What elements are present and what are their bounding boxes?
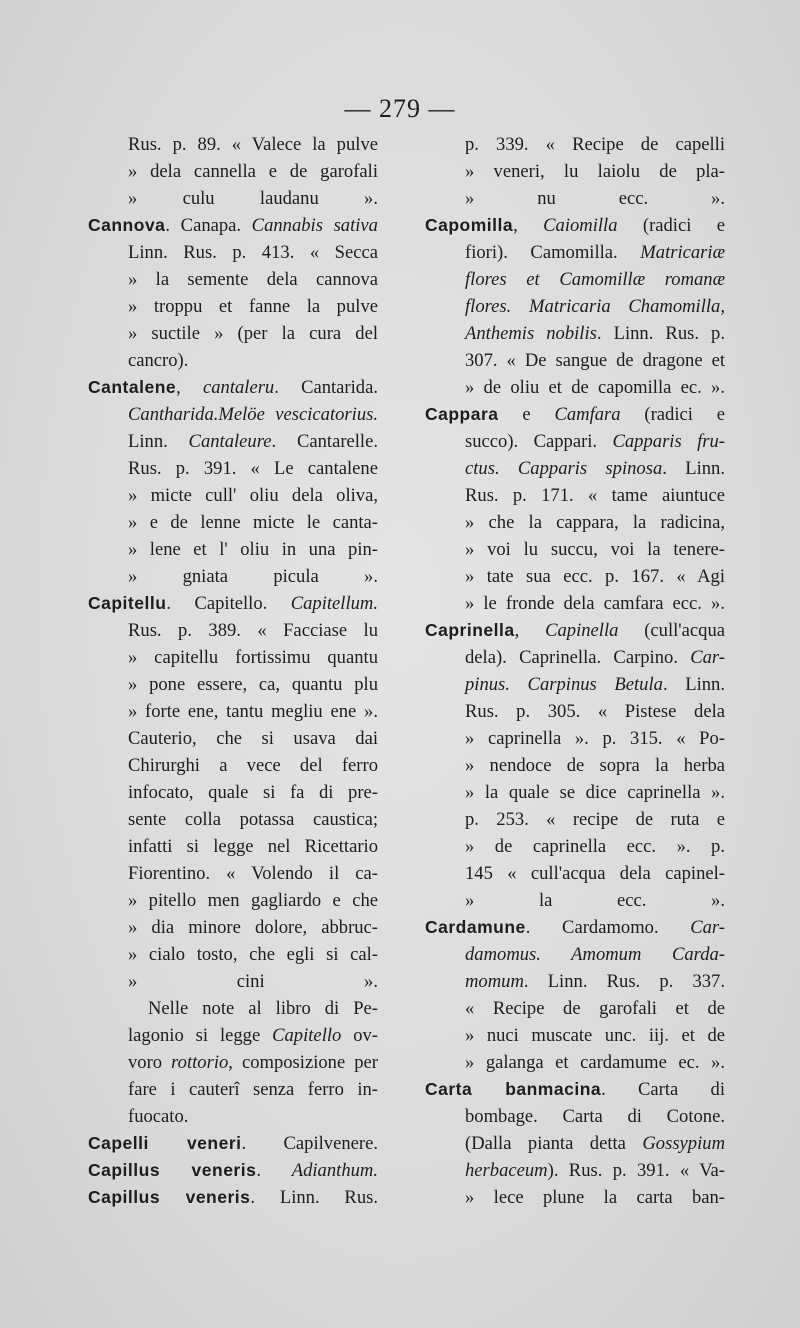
text-segment: . Linn. Rus. p. 337.: [523, 971, 725, 992]
text-line: [88, 536, 378, 563]
italic-term: Capitellum.: [290, 593, 378, 614]
page-number: — 279 —: [344, 94, 456, 123]
text-line: [88, 347, 378, 374]
text-line: [88, 1049, 378, 1076]
text-line: [425, 671, 725, 698]
text-line: [88, 671, 378, 698]
italic-term: damomus. Amomum Carda-: [465, 944, 725, 965]
text-line: [425, 1130, 725, 1157]
text-segment: lagonio si legge: [128, 1025, 273, 1046]
text-line: [88, 455, 378, 482]
text-segment: Linn.: [128, 431, 189, 452]
text-segment: . Cantarida.: [274, 377, 378, 398]
text-line: [425, 806, 725, 833]
text-segment: voro: [128, 1052, 172, 1073]
italic-term: herbaceum: [465, 1160, 548, 1181]
text-line: [88, 131, 378, 158]
text-segment: . Canapa.: [165, 215, 252, 236]
italic-term: Cantharida.Melöe vescicatorius.: [128, 404, 378, 425]
text-line: [425, 590, 725, 617]
text-segment: » le fronde dela camfara ecc. ».: [465, 593, 725, 614]
left-column: [88, 131, 378, 1211]
italic-term: Capitello: [272, 1025, 342, 1046]
text-segment: » de oliu et de capomilla ec. ».: [465, 377, 725, 398]
text-segment: fuocato.: [128, 1106, 189, 1127]
text-line: [425, 968, 725, 995]
text-line: [425, 509, 725, 536]
text-segment: » cialo tosto, che egli si cal-: [128, 944, 378, 965]
text-line: [88, 239, 378, 266]
text-segment: » nendoce de sopra la herba: [465, 755, 725, 776]
text-line: [425, 239, 725, 266]
text-line: [88, 995, 378, 1022]
italic-term: cantaleru: [202, 377, 275, 398]
entry-headword-line: [88, 1157, 378, 1184]
text-segment: ). Rus. p. 391. « Va-: [547, 1160, 725, 1181]
text-segment: » micte cull' oliu dela oliva,: [128, 485, 378, 506]
entry-headword-line: [425, 1076, 725, 1103]
italic-term: Cannabis sativa: [251, 215, 378, 236]
text-segment: Nelle note al libro di Pe-: [148, 998, 378, 1019]
text-segment: succo). Cappari.: [465, 431, 613, 452]
entry-headword-line: [425, 914, 725, 941]
text-segment: infocato, quale si fa di pre-: [128, 782, 378, 803]
entry-headword-line: [88, 1130, 378, 1157]
italic-term: Gossypium: [642, 1133, 725, 1154]
text-line: [88, 914, 378, 941]
text-segment: sente colla potassa caustica;: [128, 809, 378, 830]
italic-term: Camfara: [554, 404, 621, 425]
entry-headword: Caprinella: [425, 620, 515, 640]
text-line: [425, 995, 725, 1022]
text-segment: » e de lenne micte le canta-: [128, 512, 378, 533]
italic-term: momum: [465, 971, 524, 992]
italic-term: rottorio: [171, 1052, 229, 1073]
italic-term: ctus. Capparis spinosa: [465, 458, 663, 479]
text-segment: (radici e: [620, 404, 725, 425]
entry-headword: Capillus veneris: [88, 1187, 251, 1207]
text-segment: « Recipe de garofali et de: [465, 998, 725, 1019]
entry-headword: Capelli veneri: [88, 1133, 242, 1153]
text-line: [88, 158, 378, 185]
text-line: [88, 833, 378, 860]
text-segment: p. 253. « recipe de ruta e: [465, 809, 725, 830]
text-line: [88, 941, 378, 968]
text-segment: . Cantarelle.: [271, 431, 378, 452]
text-segment: » suctile » (per la cura del: [128, 323, 378, 344]
entry-headword: Capillus veneris: [88, 1160, 257, 1180]
text-line: [88, 698, 378, 725]
text-line: [88, 617, 378, 644]
entry-headword: Cardamune: [425, 917, 526, 937]
italic-term: Matricariæ: [640, 242, 725, 263]
text-line: [425, 320, 725, 347]
text-line: [425, 293, 725, 320]
text-segment: ov-: [341, 1025, 379, 1046]
text-line: [425, 1049, 725, 1076]
text-segment: . Capilvenere.: [241, 1133, 378, 1154]
text-line: [88, 752, 378, 779]
text-segment: (cull'acqua: [618, 620, 725, 641]
text-segment: . Cardamomo.: [525, 917, 691, 938]
italic-term: Capinella: [545, 620, 619, 641]
entry-headword-line: [425, 212, 725, 239]
text-segment: Rus. p. 89. « Valece la pulve: [128, 134, 378, 155]
text-segment: » caprinella ». p. 315. « Po-: [465, 728, 725, 749]
text-segment: » lece plune la carta ban-: [465, 1187, 725, 1208]
italic-term: Car-: [690, 917, 725, 938]
text-segment: » tate sua ecc. p. 167. « Agi: [465, 566, 725, 587]
text-segment: » cini ».: [128, 971, 378, 992]
text-segment: » lene et l' oliu in una pin-: [128, 539, 378, 560]
text-line: [88, 293, 378, 320]
entry-headword: Capomilla: [425, 215, 514, 235]
text-segment: ,: [513, 215, 544, 236]
italic-term: pinus. Carpinus Betula: [465, 674, 663, 695]
text-line: [88, 320, 378, 347]
text-segment: » la semente dela cannova: [128, 269, 378, 290]
text-line: [425, 860, 725, 887]
text-segment: » galanga et cardamume ec. ».: [465, 1052, 725, 1073]
text-line: [88, 1103, 378, 1130]
entry-headword-line: [425, 401, 725, 428]
text-segment: , composizione per: [228, 1052, 378, 1073]
text-line: [425, 158, 725, 185]
text-segment: . Capitello.: [166, 593, 291, 614]
text-line: [425, 752, 725, 779]
text-line: [88, 806, 378, 833]
text-segment: » nuci muscate unc. iij. et de: [465, 1025, 725, 1046]
text-segment: ,: [176, 377, 203, 398]
text-segment: » voi lu succu, voi la tenere-: [465, 539, 725, 560]
entry-headword: Cantalene: [88, 377, 177, 397]
text-line: [425, 536, 725, 563]
text-line: [88, 779, 378, 806]
text-line: [425, 833, 725, 860]
text-line: [88, 1022, 378, 1049]
italic-term: flores et Camomillæ romanæ: [465, 269, 725, 290]
text-segment: p. 339. « Recipe de capelli: [465, 134, 725, 155]
text-line: [425, 1022, 725, 1049]
text-segment: Fiorentino. « Volendo il ca-: [128, 863, 378, 884]
text-segment: infatti si legge nel Ricettario: [128, 836, 378, 857]
text-segment: » dia minore dolore, abbruc-: [128, 917, 378, 938]
text-line: [425, 887, 725, 914]
italic-term: Cantaleure: [188, 431, 272, 452]
text-segment: .: [256, 1160, 292, 1181]
text-line: [88, 266, 378, 293]
italic-term: Car-: [690, 647, 725, 668]
text-segment: Linn. Rus. p. 413. « Secca: [128, 242, 378, 263]
text-segment: 307. « De sangue de dragone et: [465, 350, 725, 371]
text-line: [88, 185, 378, 212]
text-segment: (radici e: [617, 215, 725, 236]
entry-headword-line: [88, 590, 378, 617]
text-segment: (Dalla pianta detta: [465, 1133, 643, 1154]
italic-term: Anthemis nobilis: [465, 323, 597, 344]
text-segment: fare i cauterî senza ferro in-: [128, 1079, 378, 1100]
text-segment: cancro).: [128, 350, 189, 371]
text-segment: » che la cappara, la radicina,: [465, 512, 725, 533]
text-segment: » pitello men gagliardo e che: [128, 890, 378, 911]
text-line: [425, 374, 725, 401]
text-line: [88, 509, 378, 536]
text-segment: . Linn. Rus. p.: [596, 323, 725, 344]
italic-term: Caiomilla: [543, 215, 618, 236]
text-segment: » capitellu fortissimu quantu: [128, 647, 378, 668]
text-segment: Rus. p. 171. « tame aiuntuce: [465, 485, 725, 506]
text-line: [88, 644, 378, 671]
entry-headword-line: [88, 374, 378, 401]
entry-headword: Cannova: [88, 215, 166, 235]
text-segment: Rus. p. 389. « Facciase lu: [128, 620, 378, 641]
text-line: [88, 725, 378, 752]
right-column: [425, 131, 725, 1211]
text-line: [88, 1076, 378, 1103]
text-line: [425, 941, 725, 968]
text-line: [425, 779, 725, 806]
text-segment: » la ecc. ».: [465, 890, 725, 911]
italic-term: Adianthum.: [291, 1160, 378, 1181]
text-segment: . Carta di: [601, 1079, 725, 1100]
entry-headword-line: [88, 212, 378, 239]
text-line: [425, 131, 725, 158]
text-segment: » gniata picula ».: [128, 566, 378, 587]
text-segment: bombage. Carta di Cotone.: [465, 1106, 725, 1127]
text-line: [425, 428, 725, 455]
text-line: [425, 1184, 725, 1211]
text-segment: . Linn.: [662, 458, 725, 479]
text-segment: Rus. p. 305. « Pistese dela: [465, 701, 725, 722]
text-line: [88, 887, 378, 914]
entry-headword: Carta banmacina: [425, 1079, 602, 1099]
text-line: [88, 968, 378, 995]
text-line: [425, 347, 725, 374]
text-line: [425, 644, 725, 671]
italic-term: Capparis fru-: [612, 431, 725, 452]
text-segment: fiori). Camomilla.: [465, 242, 641, 263]
text-segment: ,: [514, 620, 546, 641]
text-line: [425, 482, 725, 509]
text-segment: . Linn.: [662, 674, 725, 695]
italic-term: flores. Matricaria Chamomilla,: [465, 296, 725, 317]
text-line: [425, 1157, 725, 1184]
text-line: [88, 563, 378, 590]
text-line: [425, 1103, 725, 1130]
text-segment: » pone essere, ca, quantu plu: [128, 674, 378, 695]
text-line: [88, 428, 378, 455]
text-line: [88, 860, 378, 887]
text-segment: 145 « cull'acqua dela capinel-: [465, 863, 725, 884]
text-segment: Rus. p. 391. « Le cantalene: [128, 458, 378, 479]
text-segment: » la quale se dice caprinella ».: [465, 782, 725, 803]
text-segment: » nu ecc. ».: [465, 188, 725, 209]
text-line: [425, 563, 725, 590]
text-line: [88, 482, 378, 509]
text-segment: Cauterio, che si usava dai: [128, 728, 378, 749]
text-segment: » troppu et fanne la pulve: [128, 296, 378, 317]
text-line: [425, 698, 725, 725]
text-segment: e: [498, 404, 555, 425]
entry-headword-line: [425, 617, 725, 644]
text-line: [425, 185, 725, 212]
text-line: [425, 266, 725, 293]
text-segment: Chirurghi a vece del ferro: [128, 755, 378, 776]
entry-headword: Cappara: [425, 404, 499, 424]
entry-headword: Capitellu: [88, 593, 167, 613]
text-segment: dela). Caprinella. Carpino.: [465, 647, 691, 668]
text-line: [88, 401, 378, 428]
text-line: [425, 725, 725, 752]
text-segment: » forte ene, tantu megliu ene ».: [128, 701, 378, 722]
text-segment: . Linn. Rus.: [250, 1187, 378, 1208]
text-segment: » veneri, lu laiolu de pla-: [465, 161, 725, 182]
text-segment: » culu laudanu ».: [128, 188, 378, 209]
text-segment: » de caprinella ecc. ». p.: [465, 836, 725, 857]
text-segment: » dela cannella e de garofali: [128, 161, 378, 182]
entry-headword-line: [88, 1184, 378, 1211]
text-line: [425, 455, 725, 482]
